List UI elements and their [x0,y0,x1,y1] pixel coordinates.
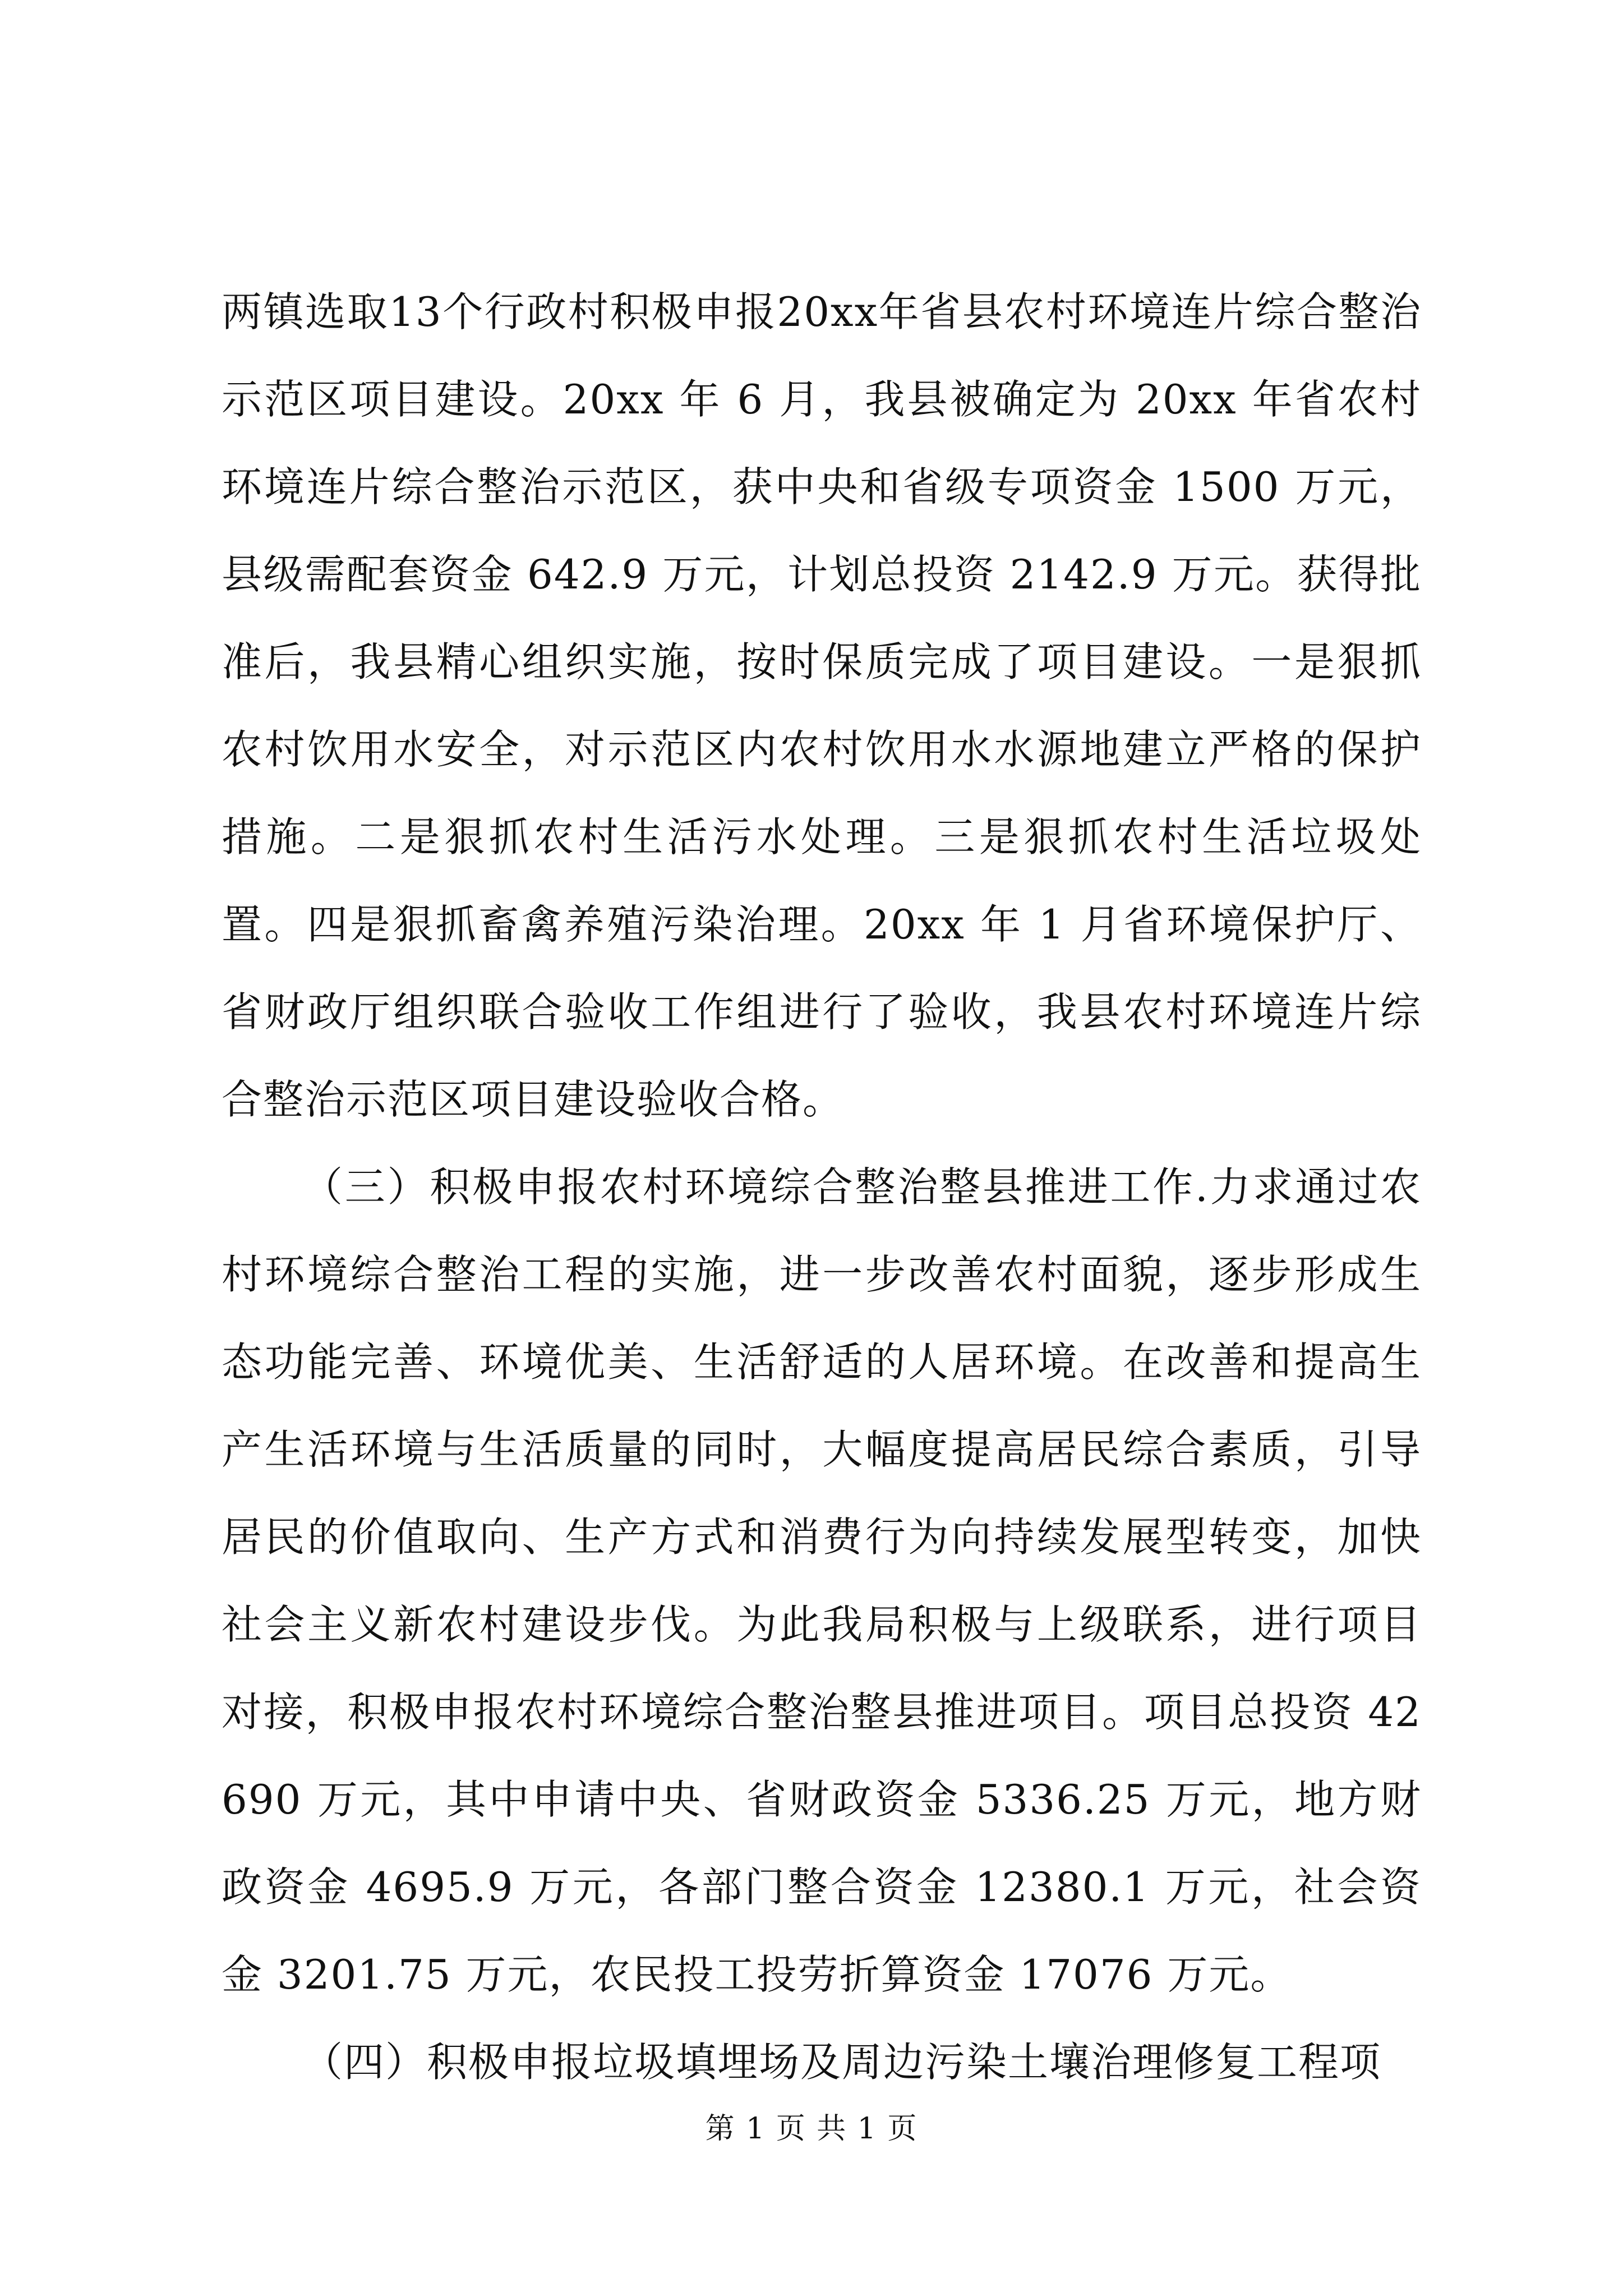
paragraph-3: （四）积极申报垃圾填埋场及周边污染土壤治理修复工程项 [302,2039,1382,2086]
paragraph-2: （三）积极申报农村环境综合整治整县推进工作.力求通过农村环境综合整治工程的实施，进一步改善农村面貌，逐步形成生态功能完善、环境优美、生活舒适的人居环境。在改善和提高生产生活环境与生活质量的同时，大幅度提高居民综合素质，引导居民的价值取向、生产方式和消费行为向持续发展型转变，加快社会主义新农村建设步伐。为此我局积极与上级联系，进行项目对接，积极申报农村环境综合整治整县推进项目。项目总投资 42690 万元，其中申请中央、省财政资金 5336.25 万元，地方财政资金 4695.9 万元，各部门整合资金 12380.1 万元，社会资金 3201.75 万元，农民投工投劳折算资金 17076 万元。 [222,1163,1422,1998]
paragraph-1: 两镇选取13个行政村积极申报20xx年省县农村环境连片综合整治示范区项目建设。20xx 年 6 月，我县被确定为 20xx 年省农村环境连片综合整治示范区，获中央和省级专项资金 1500 万元，县级需配套资金 642.9 万元，计划总投资 2142.9 万元。获得批准后，我县精心组织实施，按时保质完成了项目建设。一是狠抓农村饮用水安全，对示范区内农村饮用水水源地建立严格的保护措施。二是狠抓农村生活污水处理。三是狠抓农村生活垃圾处置。四是狠抓畜禽养殖污染治理。20xx 年 1 月省环境保护厅、省财政厅组织联合验收工作组进行了验收，我县农村环境连片综合整治示范区项目建设验收合格。 [222,288,1422,1123]
document-body [222,268,1422,2106]
page-footer: 第 1 页 共 1 页 [705,2112,918,2146]
